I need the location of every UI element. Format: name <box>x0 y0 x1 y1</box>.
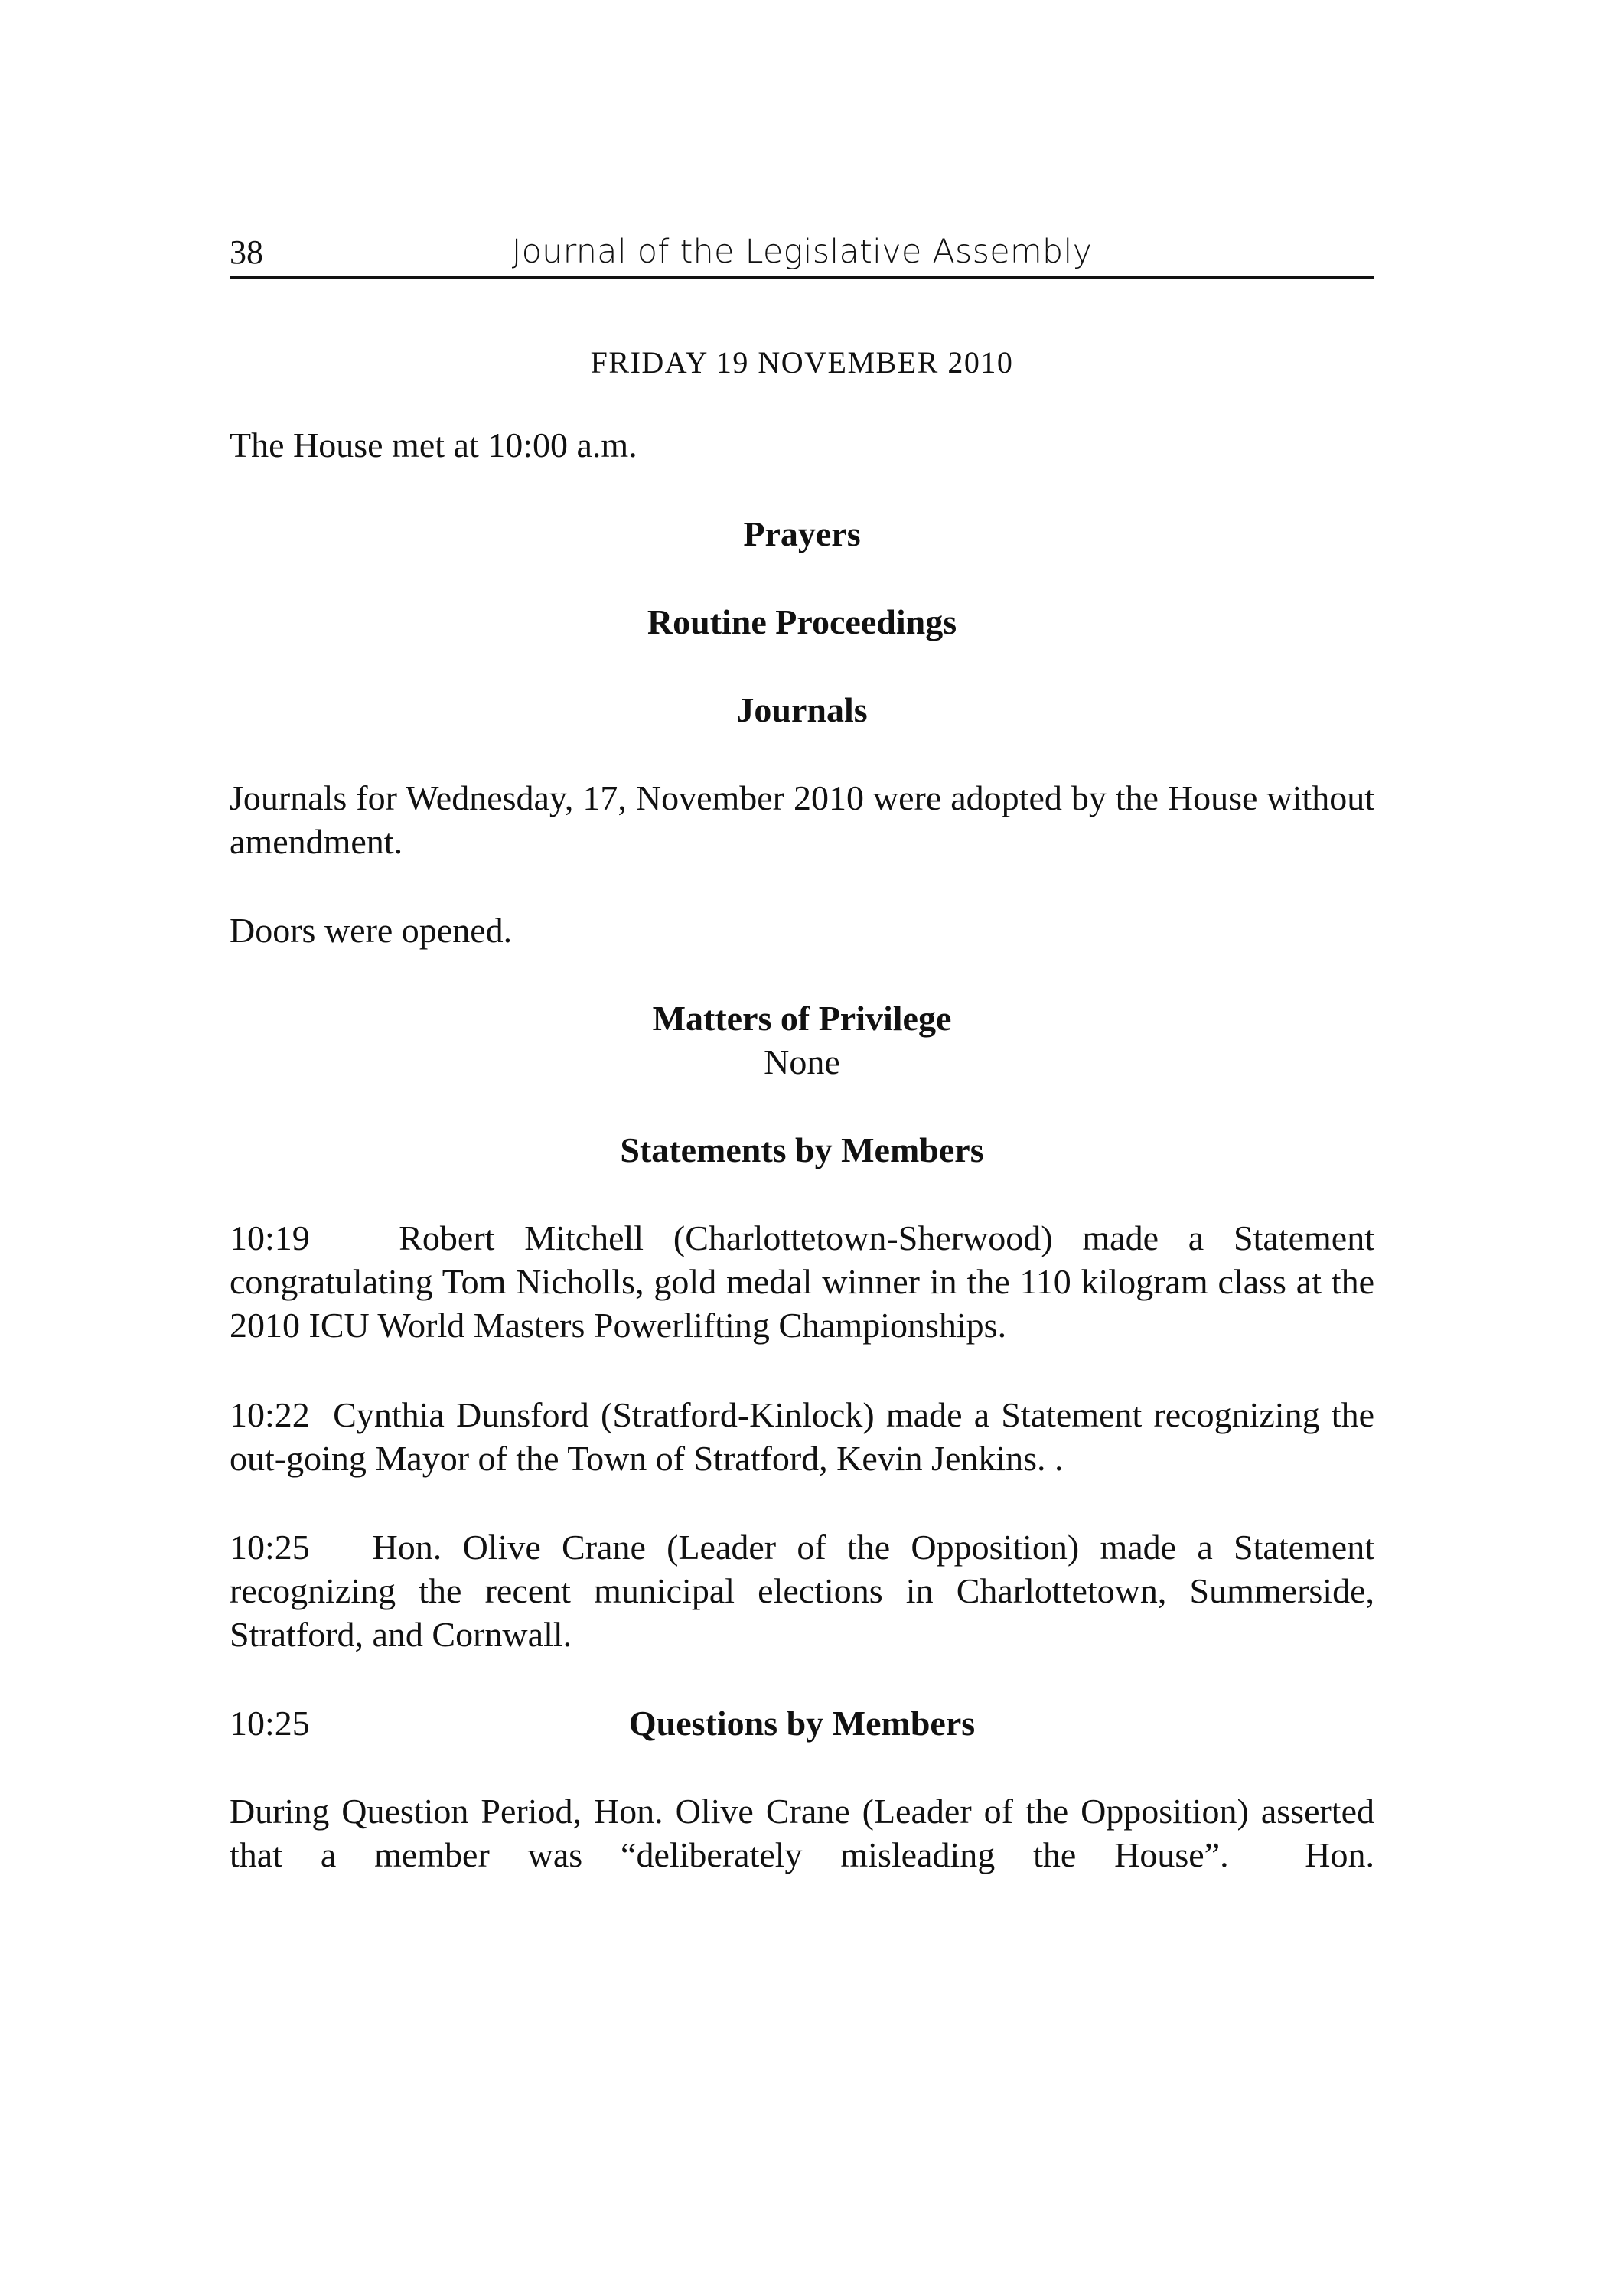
journal-page <box>230 0 1384 2296</box>
questions-paragraph: During Question Period, Hon. Olive Crane (Leader of the Opposition) asserted that a member was “deliberately misleading the House”. Hon. <box>230 1792 1384 1874</box>
opening-paragraph: The House met at 10:00 a.m. <box>230 426 637 465</box>
privilege-none: None <box>764 1042 840 1081</box>
date-heading: FRIDAY 19 NOVEMBER 2010 <box>590 345 1014 380</box>
page-number: 38 <box>230 233 263 271</box>
doors-paragraph: Doors were opened. <box>230 911 513 950</box>
running-title: Journal of the Legislative Assembly <box>511 233 1093 271</box>
heading-questions-by-members: Questions by Members <box>628 1704 976 1743</box>
questions-time: 10:25 <box>230 1704 310 1743</box>
statement-mitchell: 10:19 Robert Mitchell (Charlottetown-Sherwood) made a Statement congratulating Tom Nicholls, gold medal winner in the 110 kilogram class at the 2010 ICU World Masters Powerlifting Championships. <box>230 1218 1384 1345</box>
heading-matters-of-privilege: Matters of Privilege <box>652 999 952 1038</box>
heading-journals: Journals <box>736 690 868 729</box>
statement-dunsford: 10:22 Cynthia Dunsford (Stratford-Kinlock) made a Statement recognizing the out-going Mayor of the Town of Stratford, Kevin Jenkins. . <box>230 1395 1384 1478</box>
heading-statements-by-members: Statements by Members <box>620 1130 984 1169</box>
heading-routine-proceedings: Routine Proceedings <box>647 602 957 641</box>
running-head <box>230 230 1374 279</box>
statement-crane: 10:25 Hon. Olive Crane (Leader of the Opposition) made a Statement recognizing the recent municipal elections in Charlottetown, Summerside, Stratford, and Cornwall. <box>230 1528 1384 1654</box>
heading-prayers: Prayers <box>743 514 861 553</box>
questions-heading-row <box>230 1701 1374 1745</box>
journals-paragraph: Journals for Wednesday, 17, November 2010 were adopted by the House without amendment. <box>230 778 1374 861</box>
